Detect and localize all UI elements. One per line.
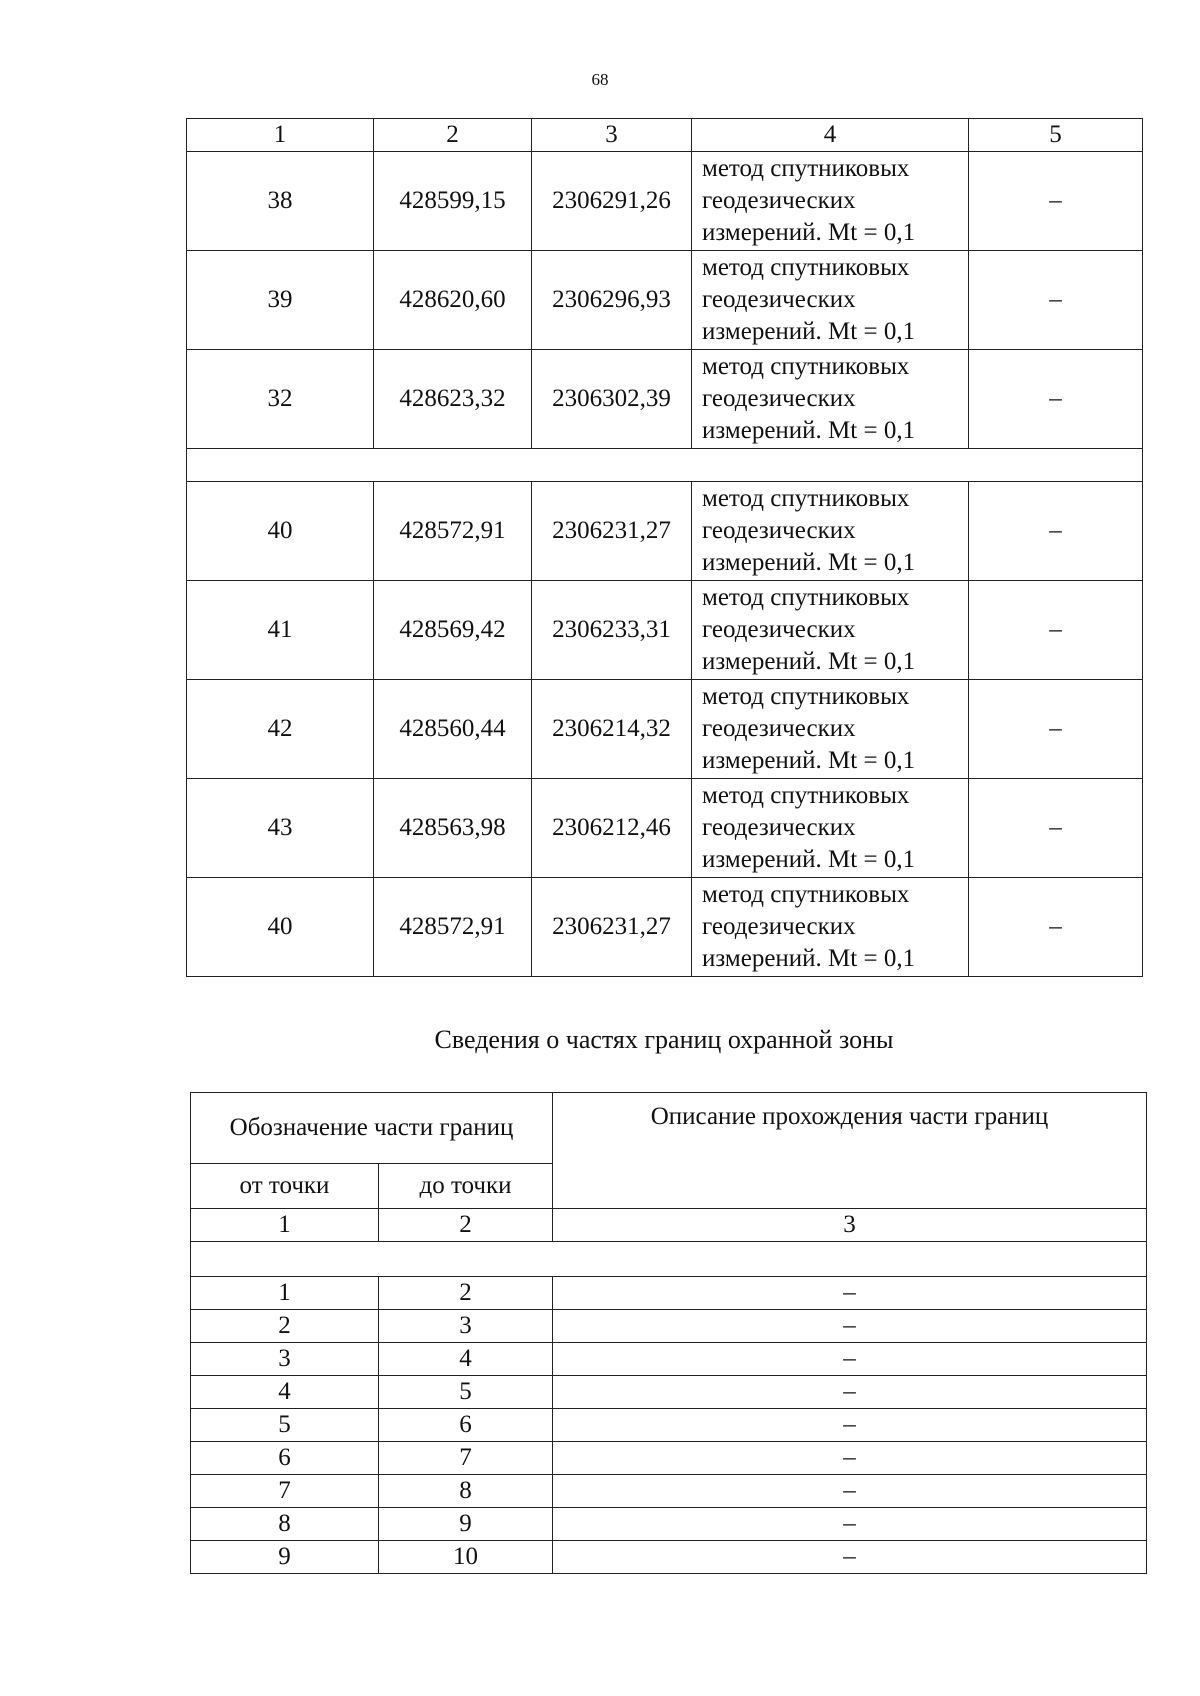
separator-cell [187,449,1143,482]
y-coordinate: 2306231,27 [532,482,692,581]
description-cell: – [553,1277,1147,1310]
method-line: измерений. Mt = 0,1 [702,549,916,576]
x-coordinate: 428599,15 [374,152,532,251]
method-line: измерений. Mt = 0,1 [702,318,916,345]
from-point: 7 [191,1475,379,1508]
note-cell: – [969,581,1143,680]
y-coordinate: 2306302,39 [532,350,692,449]
method-line: метод спутниковых [702,683,910,710]
description-cell: – [553,1475,1147,1508]
to-point: 8 [379,1475,553,1508]
to-point: 9 [379,1508,553,1541]
point-number: 32 [187,350,374,449]
method-line: метод спутниковых [702,254,910,281]
method-line: геодезических [702,913,856,940]
from-point: 8 [191,1508,379,1541]
separator-row [191,1242,1147,1277]
table-row [191,1508,1147,1541]
description-cell: – [553,1376,1147,1409]
method-line: метод спутниковых [702,782,910,809]
note-cell: – [969,251,1143,350]
method-line: метод спутниковых [702,353,910,380]
column-number: 2 [379,1209,553,1242]
description-cell: – [553,1442,1147,1475]
to-point: 4 [379,1343,553,1376]
method-line: геодезических [702,517,856,544]
y-coordinate: 2306291,26 [532,152,692,251]
page-number: 68 [591,70,609,89]
table-row [191,1343,1147,1376]
table-row [191,1541,1147,1574]
section-title: Сведения о частях границ охранной зоны [434,1025,894,1054]
point-number: 39 [187,251,374,350]
column-header: 2 [374,119,532,152]
from-point: 2 [191,1310,379,1343]
table-row [191,1442,1147,1475]
y-coordinate: 2306233,31 [532,581,692,680]
from-point: 9 [191,1541,379,1574]
table-row [191,1310,1147,1343]
method-line: измерений. Mt = 0,1 [702,648,916,675]
table-row [191,1376,1147,1409]
x-coordinate: 428620,60 [374,251,532,350]
description-cell: – [553,1541,1147,1574]
method-line: геодезических [702,715,856,742]
description-cell: – [553,1343,1147,1376]
table-row [191,1277,1147,1310]
x-coordinate: 428563,98 [374,779,532,878]
note-cell: – [969,152,1143,251]
method-cell [692,482,969,581]
designation-header: Обозначение части границ [191,1093,553,1164]
coordinates-table [186,118,1143,977]
description-header: Описание прохождения части границ [553,1093,1147,1209]
to-point: 10 [379,1541,553,1574]
from-point: 1 [191,1277,379,1310]
method-line: метод спутниковых [702,584,910,611]
method-cell [692,581,969,680]
point-number: 40 [187,878,374,977]
method-cell [692,251,969,350]
to-point: 2 [379,1277,553,1310]
y-coordinate: 2306212,46 [532,779,692,878]
method-line: измерений. Mt = 0,1 [702,846,916,873]
method-cell [692,680,969,779]
table-row [187,251,1143,350]
point-number: 41 [187,581,374,680]
column-header: 3 [532,119,692,152]
method-line: метод спутниковых [702,485,910,512]
table-row [187,350,1143,449]
method-cell [692,878,969,977]
from-point: 6 [191,1442,379,1475]
point-number: 38 [187,152,374,251]
x-coordinate: 428560,44 [374,680,532,779]
from-point: 5 [191,1409,379,1442]
from-point: 3 [191,1343,379,1376]
note-cell: – [969,482,1143,581]
to-point: 5 [379,1376,553,1409]
table-row [191,1475,1147,1508]
table-row [187,581,1143,680]
table-row [191,1409,1147,1442]
column-header: 1 [187,119,374,152]
method-line: метод спутниковых [702,881,910,908]
method-line: геодезических [702,385,856,412]
to-point: 7 [379,1442,553,1475]
description-cell: – [553,1409,1147,1442]
y-coordinate: 2306231,27 [532,878,692,977]
x-coordinate: 428572,91 [374,482,532,581]
to-point: 3 [379,1310,553,1343]
table-row [187,482,1143,581]
method-line: измерений. Mt = 0,1 [702,945,916,972]
table-row [187,680,1143,779]
column-number: 3 [553,1209,1147,1242]
table-row [187,878,1143,977]
separator-row [187,449,1143,482]
boundary-parts-table [190,1092,1147,1574]
method-line: измерений. Mt = 0,1 [702,417,916,444]
method-line: геодезических [702,286,856,313]
header-row [187,119,1143,152]
from-point: 4 [191,1376,379,1409]
note-cell: – [969,350,1143,449]
column-header: 5 [969,119,1143,152]
table-row [187,779,1143,878]
point-number: 40 [187,482,374,581]
description-cell: – [553,1310,1147,1343]
x-coordinate: 428623,32 [374,350,532,449]
y-coordinate: 2306214,32 [532,680,692,779]
method-line: геодезических [702,616,856,643]
from-point-header: от точки [191,1164,379,1209]
method-line: геодезических [702,814,856,841]
note-cell: – [969,878,1143,977]
table-row [187,152,1143,251]
method-cell [692,350,969,449]
column-number: 1 [191,1209,379,1242]
method-line: геодезических [702,187,856,214]
description-cell: – [553,1508,1147,1541]
note-cell: – [969,779,1143,878]
column-header: 4 [692,119,969,152]
to-point: 6 [379,1409,553,1442]
to-point-header: до точки [379,1164,553,1209]
method-line: измерений. Mt = 0,1 [702,747,916,774]
method-line: метод спутниковых [702,155,910,182]
method-line: измерений. Mt = 0,1 [702,219,916,246]
note-cell: – [969,680,1143,779]
x-coordinate: 428572,91 [374,878,532,977]
method-cell [692,152,969,251]
point-number: 42 [187,680,374,779]
point-number: 43 [187,779,374,878]
y-coordinate: 2306296,93 [532,251,692,350]
method-cell [692,779,969,878]
x-coordinate: 428569,42 [374,581,532,680]
